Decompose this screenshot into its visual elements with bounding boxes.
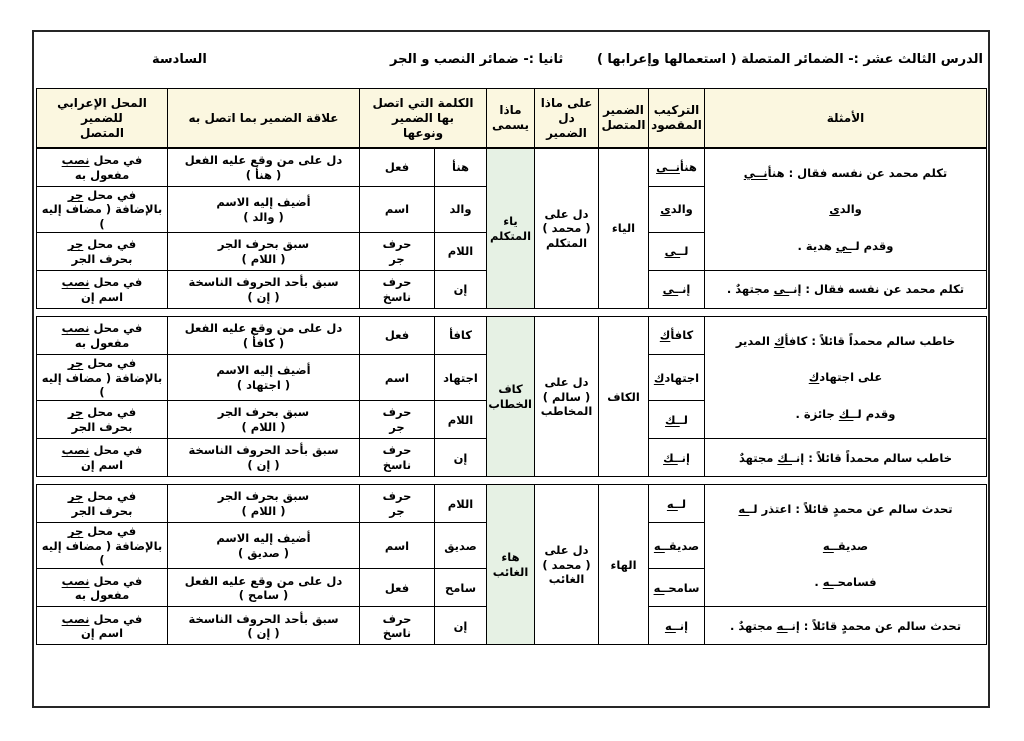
topbar — [34, 32, 988, 88]
irab-cell: في محل نصب مفعول به — [37, 569, 168, 607]
relation-cell: سبق بأحد الحروف الناسخة ( إن ) — [168, 607, 360, 645]
tarkib-cell: كافأك — [649, 317, 705, 355]
example-line: وقدم لــي هدية . — [797, 239, 894, 254]
irab-cell: في محل جر بحرف الجر — [37, 233, 168, 271]
relation-cell: سبق بأحد الحروف الناسخة ( إن ) — [168, 439, 360, 477]
tarkib-cell: صديقــه — [649, 523, 705, 569]
word-cell: كافأ — [435, 317, 487, 355]
relation-cell: سبق بحرف الجر ( اللام ) — [168, 401, 360, 439]
irab-cell: في محل جر بحرف الجر — [37, 485, 168, 523]
relation-cell: سبق بأحد الحروف الناسخة ( إن ) — [168, 271, 360, 309]
refers-cell: دل على ( محمد ) الغائب — [535, 485, 599, 645]
word-cell: سامح — [435, 569, 487, 607]
col-header-examples: الأمثلة — [705, 89, 987, 148]
word-cell: اللام — [435, 401, 487, 439]
tarkib-cell: لــك — [649, 401, 705, 439]
examples-cell — [705, 485, 987, 607]
col-header-tarkib: التركيب المقصود — [649, 89, 705, 148]
col-header-called: ماذا يسمى — [487, 89, 535, 148]
irab-cell: في محل نصب مفعول به — [37, 149, 168, 187]
example-line: خاطب سالم محمداً قائلاً : كافأك المدير — [735, 333, 956, 348]
word-cell: إن — [435, 607, 487, 645]
col-header-pronoun: الضمير المتصل — [599, 89, 649, 148]
example-last-cell: تكلم محمد عن نفسه فقال : إنــي مجتهدٌ . — [705, 271, 987, 309]
pronoun-block-kaf — [36, 316, 987, 477]
type-cell: حرف جر — [360, 233, 435, 271]
example-line: والدي — [829, 202, 862, 217]
tarkib-cell: لــي — [649, 233, 705, 271]
irab-cell: في محل نصب اسم إن — [37, 271, 168, 309]
type-cell: حرف جر — [360, 401, 435, 439]
word-cell: إن — [435, 439, 487, 477]
example-line: صديقــه — [822, 538, 869, 553]
irab-cell: في محل جر بالإضافة ( مضاف إليه ) — [37, 187, 168, 233]
type-cell: اسم — [360, 523, 435, 569]
word-cell: صديق — [435, 523, 487, 569]
tarkib-cell: إنــك — [649, 439, 705, 477]
example-line: وقدم لــك جائزة . — [795, 407, 896, 422]
relation-cell: دل على من وقع عليه الفعل ( كافأ ) — [168, 317, 360, 355]
irab-cell: في محل نصب مفعول به — [37, 317, 168, 355]
examples-cell — [705, 149, 987, 271]
pronoun-cell: الياء — [599, 149, 649, 309]
tarkib-cell: سامحــه — [649, 569, 705, 607]
type-cell: حرف ناسخ — [360, 271, 435, 309]
type-cell: اسم — [360, 355, 435, 401]
table-header-row — [36, 88, 987, 148]
relation-cell: أضيف إليه الاسم ( والد ) — [168, 187, 360, 233]
type-cell: فعل — [360, 317, 435, 355]
pronoun-cell: الهاء — [599, 485, 649, 645]
tarkib-cell: والدي — [649, 187, 705, 233]
example-line: على اجتهادك — [808, 370, 883, 385]
tarkib-cell: إنــي — [649, 271, 705, 309]
tarkib-cell: إنــه — [649, 607, 705, 645]
pronoun-cell: الكاف — [599, 317, 649, 477]
word-cell: والد — [435, 187, 487, 233]
type-cell: حرف ناسخ — [360, 607, 435, 645]
col-header-word: الكلمة التي اتصل بها الضمير ونوعها — [360, 89, 487, 148]
type-cell: فعل — [360, 569, 435, 607]
word-cell: اللام — [435, 485, 487, 523]
pronoun-block-yaa — [36, 148, 987, 309]
col-header-relation: علاقة الضمير بما اتصل به — [168, 89, 360, 148]
col-header-irab: المحل الإعرابي للضمير المتصل — [37, 89, 168, 148]
irab-cell: في محل جر بحرف الجر — [37, 401, 168, 439]
irab-cell: في محل نصب اسم إن — [37, 607, 168, 645]
refers-cell: دل على ( محمد ) المتكلم — [535, 149, 599, 309]
relation-cell: سبق بحرف الجر ( اللام ) — [168, 485, 360, 523]
irab-cell: في محل جر بالإضافة ( مضاف إليه ) — [37, 523, 168, 569]
called-cell: كاف الخطاب — [487, 317, 535, 477]
relation-cell: دل على من وقع عليه الفعل ( هنأ ) — [168, 149, 360, 187]
irab-cell: في محل نصب اسم إن — [37, 439, 168, 477]
irab-cell: في محل جر بالإضافة ( مضاف إليه ) — [37, 355, 168, 401]
type-cell: اسم — [360, 187, 435, 233]
example-last-cell: تحدث سالم عن محمدٍ قائلاً : إنــه مجتهدٌ . — [705, 607, 987, 645]
called-cell: ياء المتكلم — [487, 149, 535, 309]
section-title: ثانيا :- ضمائر النصب و الجر — [390, 52, 564, 67]
relation-cell: دل على من وقع عليه الفعل ( سامح ) — [168, 569, 360, 607]
pronoun-block-haa — [36, 484, 987, 645]
type-cell: فعل — [360, 149, 435, 187]
lesson-title: الدرس الثالث عشر :- الضمائر المتصلة ( استعمالها وإعرابها ) — [596, 52, 983, 67]
example-line: فسامحــه . — [814, 575, 877, 590]
tarkib-cell: هنأنــي — [649, 149, 705, 187]
example-last-cell: خاطب سالم محمداً قائلاً : إنــك مجتهدٌ — [705, 439, 987, 477]
refers-cell: دل على ( سالم ) المخاطب — [535, 317, 599, 477]
page-frame — [32, 30, 990, 708]
examples-cell — [705, 317, 987, 439]
word-cell: إن — [435, 271, 487, 309]
type-cell: حرف ناسخ — [360, 439, 435, 477]
type-cell: حرف جر — [360, 485, 435, 523]
col-header-refers: على ماذا دل الضمير — [535, 89, 599, 148]
relation-cell: أضيف إليه الاسم ( صديق ) — [168, 523, 360, 569]
tarkib-cell: لــه — [649, 485, 705, 523]
relation-cell: أضيف إليه الاسم ( اجتهاد ) — [168, 355, 360, 401]
tarkib-cell: اجتهادك — [649, 355, 705, 401]
word-cell: اجتهاد — [435, 355, 487, 401]
grade-label: السادسة — [152, 52, 207, 67]
word-cell: اللام — [435, 233, 487, 271]
relation-cell: سبق بحرف الجر ( اللام ) — [168, 233, 360, 271]
called-cell: هاء الغائب — [487, 485, 535, 645]
example-line: تكلم محمد عن نفسه فقال : هنأنــي — [743, 165, 948, 180]
word-cell: هنأ — [435, 149, 487, 187]
example-line: تحدث سالم عن محمدٍ قائلاً : اعتذر لــه — [738, 501, 953, 516]
